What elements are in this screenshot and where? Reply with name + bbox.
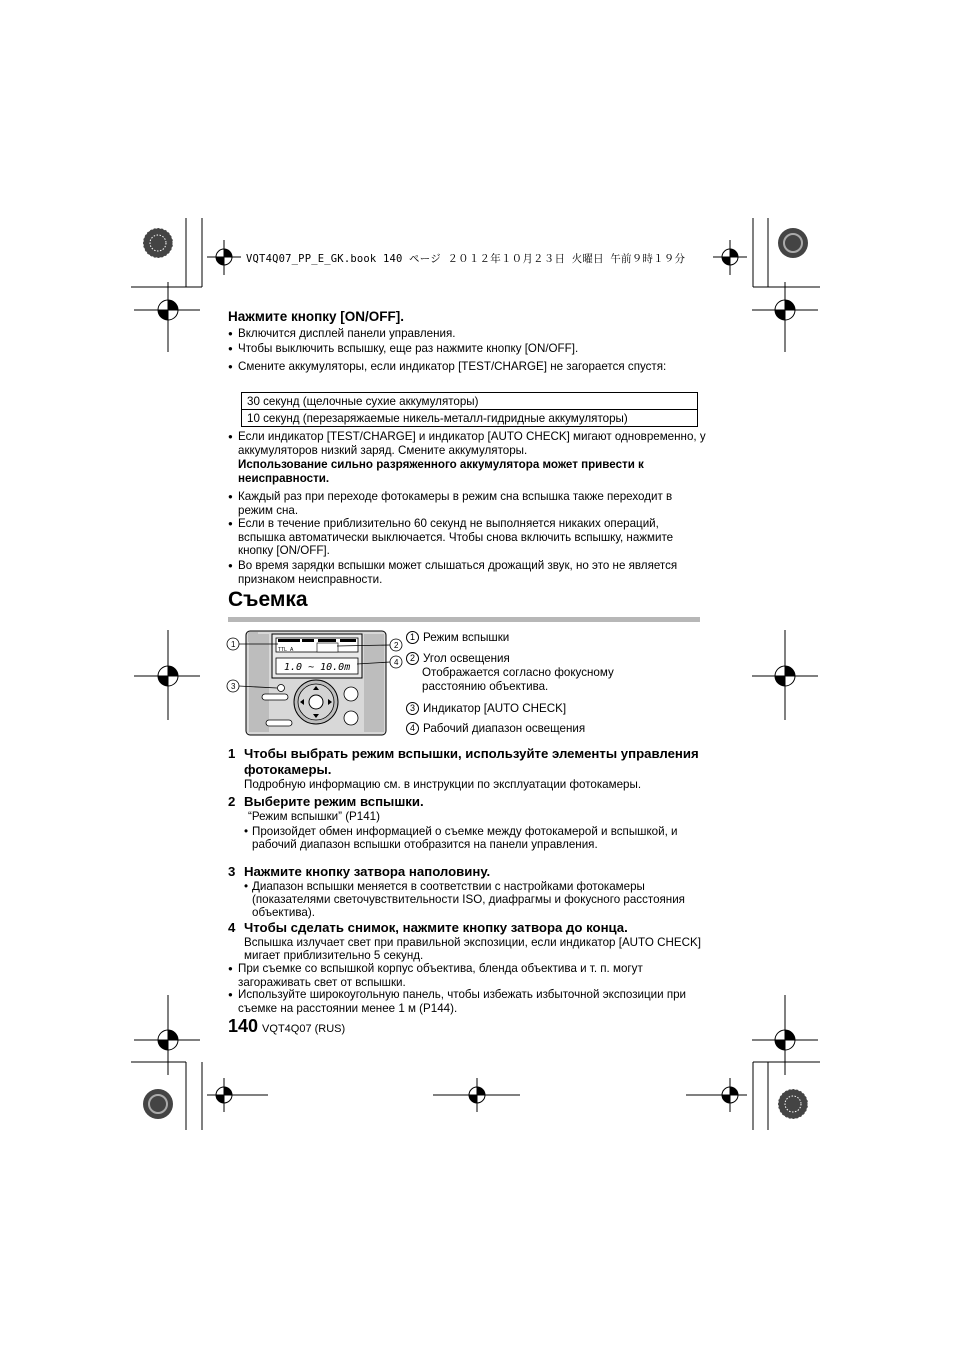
step-1	[228, 746, 708, 778]
callout-label: 4	[394, 658, 399, 667]
legend-text: Угол освещения	[423, 652, 510, 665]
page-number: 140	[228, 1016, 259, 1036]
table-cell: 30 секунд (щелочные сухие аккумуляторы)	[242, 393, 698, 410]
list-item: ● Используйте широкоугольную панель, чтобы избежать избыточной экспозиции при съемке на расстоянии менее 1 м (P144).	[228, 988, 708, 1015]
callout-label: 3	[231, 682, 236, 691]
legend-item-1	[406, 631, 696, 645]
battery-table	[241, 392, 698, 427]
callout-number: 2	[406, 652, 419, 665]
list-item: ● Смените аккумуляторы, если индикатор [TEST/CHARGE] не загорается спустя:	[228, 360, 708, 374]
list-item: ● Каждый раз при переходе фотокамеры в режим сна вспышка также переходит в режим сна.	[228, 490, 708, 517]
table-cell: 10 секунд (перезаряжаемые никель-металл-гидридные аккумуляторы)	[242, 410, 698, 427]
step-note: • Диапазон вспышки меняется в соответствии с настройками фотокамеры (показателями светочувствительности ISO, диафрагмы и фокусного расстояния объектива).	[244, 881, 707, 919]
callout-number: 4	[406, 722, 419, 735]
list-item: ● Чтобы выключить вспышку, еще раз нажмите кнопку [ON/OFF].	[228, 342, 708, 356]
section-heading: Нажмите кнопку [ON/OFF].	[228, 309, 405, 324]
legend-text: Рабочий диапазон освещения	[423, 722, 586, 735]
lcd-mode-text: TTL	[278, 647, 287, 653]
legend-text: Режим вспышки	[423, 631, 510, 644]
list-item: ● Включится дисплей панели управления.	[228, 327, 708, 341]
legend-text: Индикатор [AUTO CHECK]	[423, 702, 567, 715]
table-row	[242, 410, 698, 427]
table-row	[242, 393, 698, 410]
step-number: 4	[228, 920, 236, 935]
warning-text: Если индикатор [TEST/CHARGE] и индикатор [AUTO CHECK] мигают одновременно, у аккумуляторов низкий заряд. Смените аккумуляторы.	[238, 430, 706, 457]
legend-item-4	[406, 722, 696, 736]
legend-item-3	[406, 702, 696, 716]
page-footer	[228, 1016, 345, 1037]
callout-label: 1	[231, 640, 236, 649]
warning-bold: Использование сильно разряженного аккумулятора может привести к неисправности.	[238, 458, 644, 485]
step-2	[228, 794, 708, 810]
step-4	[228, 920, 708, 936]
step-desc: Вспышка излучает свет при правильной экспозиции, если индикатор [AUTO CHECK] мигает приблизительно 5 секунд.	[244, 936, 701, 962]
control-panel-figure	[224, 628, 410, 738]
step-ref: “Режим вспышки” (P141)	[248, 810, 380, 823]
list-item	[228, 430, 708, 485]
list-item: ● Если в течение приблизительно 60 секунд не выполняется никаких операций, вспышка автоматически выключается. Чтобы снова включить вспышку, нажмите кнопку [ON/OFF].	[228, 517, 708, 558]
step-note: • Произойдет обмен информацией о съемке между фотокамерой и вспышкой, и рабочий диапазон вспышки отобразится на панели управления.	[244, 826, 707, 852]
print-header: VQT4Q07_PP_E_GK.book 140 ページ ２０１２年１０月２３日 火曜日 午前９時１９分	[246, 253, 686, 265]
step-title: Выберите режим вспышки.	[244, 794, 424, 809]
lcd-range-text: 1.0 ~ 10.0m	[284, 662, 351, 673]
step-3	[228, 864, 708, 880]
step-title: Чтобы выбрать режим вспышки, используйте элементы управления фотокамеры.	[244, 746, 699, 777]
lcd-mode-text: A	[290, 647, 294, 653]
legend-item-2	[406, 652, 696, 694]
callout-number: 1	[406, 631, 419, 644]
step-desc: Подробную информацию см. в инструкции по эксплуатации фотокамеры.	[244, 778, 642, 791]
callout-label: 2	[394, 641, 399, 650]
step-number: 2	[228, 794, 236, 809]
callout-number: 3	[406, 702, 419, 715]
doc-code: VQT4Q07 (RUS)	[262, 1023, 346, 1035]
step-title: Нажмите кнопку затвора наполовину.	[244, 864, 491, 879]
title-rule	[228, 617, 700, 622]
step-title: Чтобы сделать снимок, нажмите кнопку затвора до конца.	[244, 920, 628, 935]
section-title: Съемка	[228, 588, 308, 611]
step-number: 1	[228, 746, 236, 761]
step-number: 3	[228, 864, 236, 879]
list-item: ● При съемке со вспышкой корпус объектива, бленда объектива и т. п. могут загораживать свет от вспышки.	[228, 962, 708, 989]
list-item: ● Во время зарядки вспышки может слышаться дрожащий звук, но это не является признаком неисправности.	[228, 559, 708, 586]
legend-subtext: Отображается согласно фокусному расстоянию объектива.	[422, 666, 614, 693]
